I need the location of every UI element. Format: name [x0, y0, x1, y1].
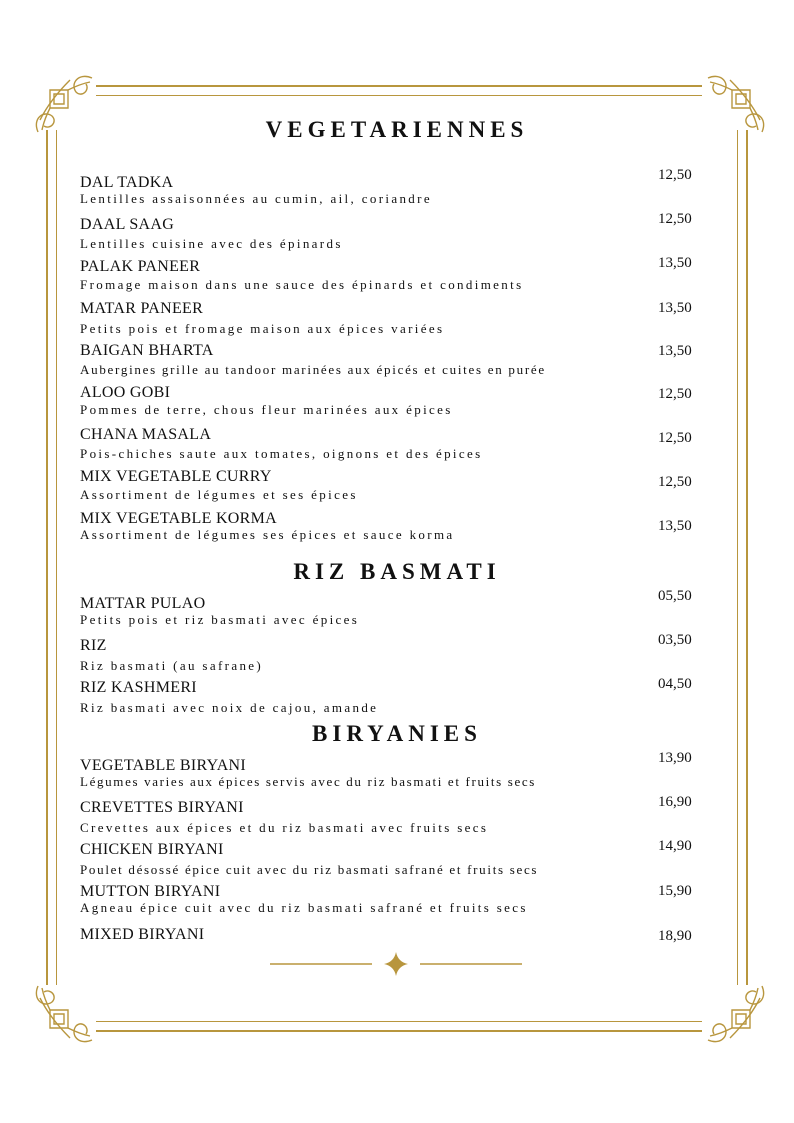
item-price: 13,90	[658, 750, 692, 766]
frame-right-inner-line	[737, 130, 738, 985]
frame-left-inner-line	[56, 130, 57, 985]
item-name: VEGETABLE BIRYANI	[80, 757, 247, 774]
sparkle-star-icon	[384, 952, 408, 976]
item-description: Lentilles cuisine avec des épinards	[80, 236, 343, 251]
item-price: 12,50	[658, 211, 692, 227]
frame-bottom-inner-line	[96, 1021, 702, 1022]
item-name: BAIGAN BHARTA	[80, 342, 214, 359]
item-name: MATTAR PULAO	[80, 595, 206, 612]
item-name: ALOO GOBI	[80, 384, 171, 401]
item-price: 15,90	[658, 883, 692, 899]
frame-right-outer-line	[746, 130, 748, 985]
item-name: CREVETTES BIRYANI	[80, 799, 244, 816]
item-description: Poulet désossé épice cuit avec du riz basmati safrané et fruits secs	[80, 862, 539, 877]
item-price: 12,50	[658, 474, 692, 490]
item-description: Petits pois et fromage maison aux épices variées	[80, 321, 445, 336]
item-price: 03,50	[658, 632, 692, 648]
item-description: Crevettes aux épices et du riz basmati avec fruits secs	[80, 820, 489, 835]
item-name: MIX VEGETABLE CURRY	[80, 468, 272, 485]
item-name: PALAK PANEER	[80, 258, 201, 275]
item-description: Assortiment de légumes ses épices et sauce korma	[80, 527, 455, 542]
item-name: DAAL SAAG	[80, 216, 175, 233]
item-price: 12,50	[658, 386, 692, 402]
section-title-biryanies: BIRYANIES	[312, 721, 482, 746]
item-description: Fromage maison dans une sauce des épinards et condiments	[80, 277, 524, 292]
frame-bottom-outer-line	[96, 1030, 702, 1032]
item-description: Riz basmati avec noix de cajou, amande	[80, 700, 379, 715]
item-name: CHANA MASALA	[80, 426, 212, 443]
item-price: 18,90	[658, 928, 692, 944]
divider-ornament	[270, 952, 522, 976]
ornamental-corner-icon	[30, 978, 100, 1048]
item-price: 14,90	[658, 838, 692, 854]
item-description: Pommes de terre, chous fleur marinées aux épices	[80, 402, 453, 417]
item-description: Riz basmati (au safrane)	[80, 658, 264, 673]
item-description: Lentilles assaisonnées au cumin, ail, coriandre	[80, 191, 432, 206]
item-price: 12,50	[658, 430, 692, 446]
section-title-riz-basmati: RIZ BASMATI	[293, 559, 501, 584]
item-description: Pois-chiches saute aux tomates, oignons et des épices	[80, 446, 483, 461]
ornamental-corner-icon	[700, 978, 770, 1048]
item-name: RIZ	[80, 637, 107, 654]
item-price: 12,50	[658, 167, 692, 183]
item-name: CHICKEN BIRYANI	[80, 841, 224, 858]
item-description: Assortiment de légumes et ses épices	[80, 487, 358, 502]
item-price: 13,50	[658, 300, 692, 316]
section-title-vegetariennes: VEGETARIENNES	[265, 117, 529, 142]
item-price: 05,50	[658, 588, 692, 604]
frame-top-inner-line	[96, 95, 702, 96]
frame-left-outer-line	[46, 130, 48, 985]
item-name: MUTTON BIRYANI	[80, 883, 221, 900]
item-description: Légumes varies aux épices servis avec du riz basmati et fruits secs	[80, 774, 537, 789]
frame-top-outer-line	[96, 85, 702, 87]
item-name: DAL TADKA	[80, 174, 174, 191]
item-description: Agneau épice cuit avec du riz basmati safrané et fruits secs	[80, 900, 528, 915]
item-price: 16,90	[658, 794, 692, 810]
item-description: Aubergines grille au tandoor marinées aux épicés et cuites en purée	[80, 362, 546, 377]
item-name: MATAR PANEER	[80, 300, 204, 317]
item-description: Petits pois et riz basmati avec épices	[80, 612, 360, 627]
item-name: MIXED BIRYANI	[80, 926, 205, 943]
item-price: 13,50	[658, 343, 692, 359]
item-price: 04,50	[658, 676, 692, 692]
item-name: RIZ KASHMERI	[80, 679, 197, 696]
item-name: MIX VEGETABLE KORMA	[80, 510, 278, 527]
item-price: 13,50	[658, 518, 692, 534]
item-price: 13,50	[658, 255, 692, 271]
